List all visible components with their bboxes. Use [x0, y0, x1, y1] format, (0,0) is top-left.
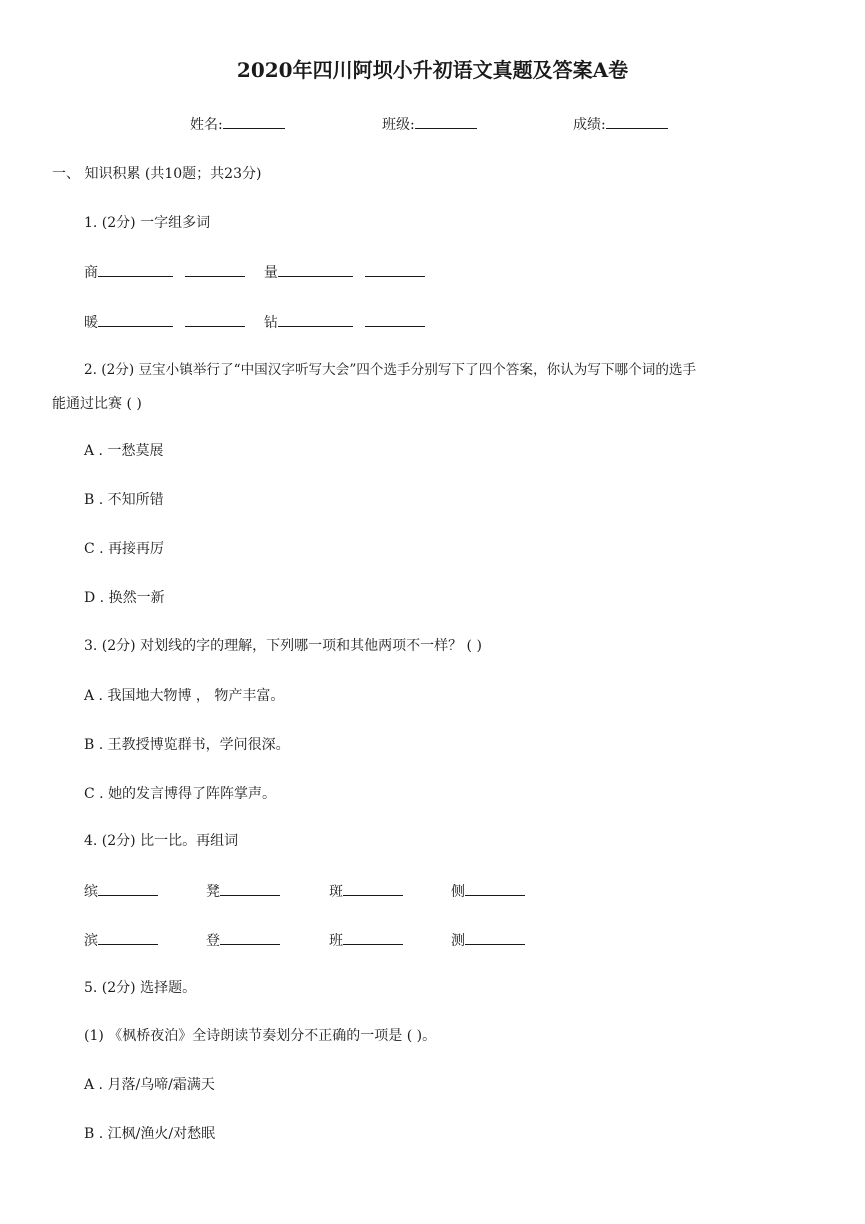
answer-blank[interactable] [465, 930, 525, 945]
option-c[interactable]: C . 她的发言博得了阵阵掌声。 [84, 786, 277, 802]
word-char: 量 [263, 265, 278, 281]
name-blank[interactable] [223, 114, 285, 129]
answer-blank[interactable] [98, 312, 173, 327]
answer-blank[interactable] [220, 881, 280, 896]
question-4-row-1 [329, 881, 403, 902]
score-field [573, 114, 668, 135]
answer-blank[interactable] [185, 262, 245, 277]
answer-blank[interactable] [98, 930, 158, 945]
section-heading: 一、 知识积累 (共10题；共23分) [52, 166, 262, 182]
question-4-row-2 [451, 930, 525, 951]
option-c[interactable]: C . 再接再厉 [84, 541, 165, 557]
answer-blank[interactable] [465, 881, 525, 896]
word-char: 缤 [84, 884, 98, 900]
word-char: 班 [329, 933, 343, 949]
question-2-prompt-line-1: 2. (2分) 豆宝小镇举行了“中国汉字听写大会”四个选手分别写下了四个答案，你认为写下哪个词的选手 [84, 362, 697, 378]
score-blank[interactable] [606, 114, 668, 129]
option-a[interactable]: A . 我国地大物博 ， 物产丰富。 [84, 688, 285, 704]
word-char: 登 [206, 933, 220, 949]
answer-blank[interactable] [220, 930, 280, 945]
question-2-prompt-line-2: 能通过比赛 ( ) [52, 396, 142, 412]
word-char: 暖 [84, 315, 98, 331]
answer-blank[interactable] [278, 262, 353, 277]
answer-blank[interactable] [365, 312, 425, 327]
word-char: 凳 [206, 884, 220, 900]
question-1-row-2 [84, 312, 425, 333]
question-1-row-1 [84, 262, 425, 283]
class-field [382, 114, 477, 135]
question-3-prompt: 3. (2分) 对划线的字的理解，下列哪一项和其他两项不一样？ ( ) [84, 638, 482, 654]
name-label: 姓名: [190, 117, 223, 133]
answer-blank[interactable] [365, 262, 425, 277]
answer-blank[interactable] [278, 312, 353, 327]
question-4-row-1 [206, 881, 280, 902]
question-4-prompt: 4. (2分) 比一比。再组词 [84, 833, 239, 849]
name-field [190, 114, 285, 135]
option-a[interactable]: A . 一愁莫展 [84, 443, 164, 459]
option-b[interactable]: B . 王教授博览群书，学问很深。 [84, 737, 290, 753]
word-char: 侧 [451, 884, 465, 900]
page-title: 2020年四川阿坝小升初语文真题及答案A卷 [236, 58, 629, 82]
option-b[interactable]: B . 江枫/渔火/对愁眠 [84, 1126, 216, 1142]
answer-blank[interactable] [185, 312, 245, 327]
answer-blank[interactable] [98, 881, 158, 896]
question-4-row-2 [329, 930, 403, 951]
question-4-row-1 [451, 881, 525, 902]
answer-blank[interactable] [343, 930, 403, 945]
score-label: 成绩: [573, 117, 606, 133]
word-char: 测 [451, 933, 465, 949]
question-5-prompt: 5. (2分) 选择题。 [84, 980, 197, 996]
question-1-prompt: 1. (2分) 一字组多词 [84, 215, 211, 231]
question-4-row-1 [84, 881, 158, 902]
word-char: 斑 [329, 884, 343, 900]
word-char: 商 [84, 265, 98, 281]
question-5-subquestion-1: (1) 《枫桥夜泊》全诗朗读节奏划分不正确的一项是 ( )。 [84, 1028, 437, 1044]
question-4-row-2 [206, 930, 280, 951]
word-char: 滨 [84, 933, 98, 949]
option-a[interactable]: A . 月落/乌啼/霜满天 [84, 1077, 215, 1093]
word-char: 钻 [263, 315, 278, 331]
option-d[interactable]: D . 换然一新 [84, 590, 165, 606]
class-label: 班级: [382, 117, 415, 133]
answer-blank[interactable] [343, 881, 403, 896]
question-4-row-2 [84, 930, 158, 951]
class-blank[interactable] [415, 114, 477, 129]
answer-blank[interactable] [98, 262, 173, 277]
option-b[interactable]: B . 不知所错 [84, 492, 164, 508]
